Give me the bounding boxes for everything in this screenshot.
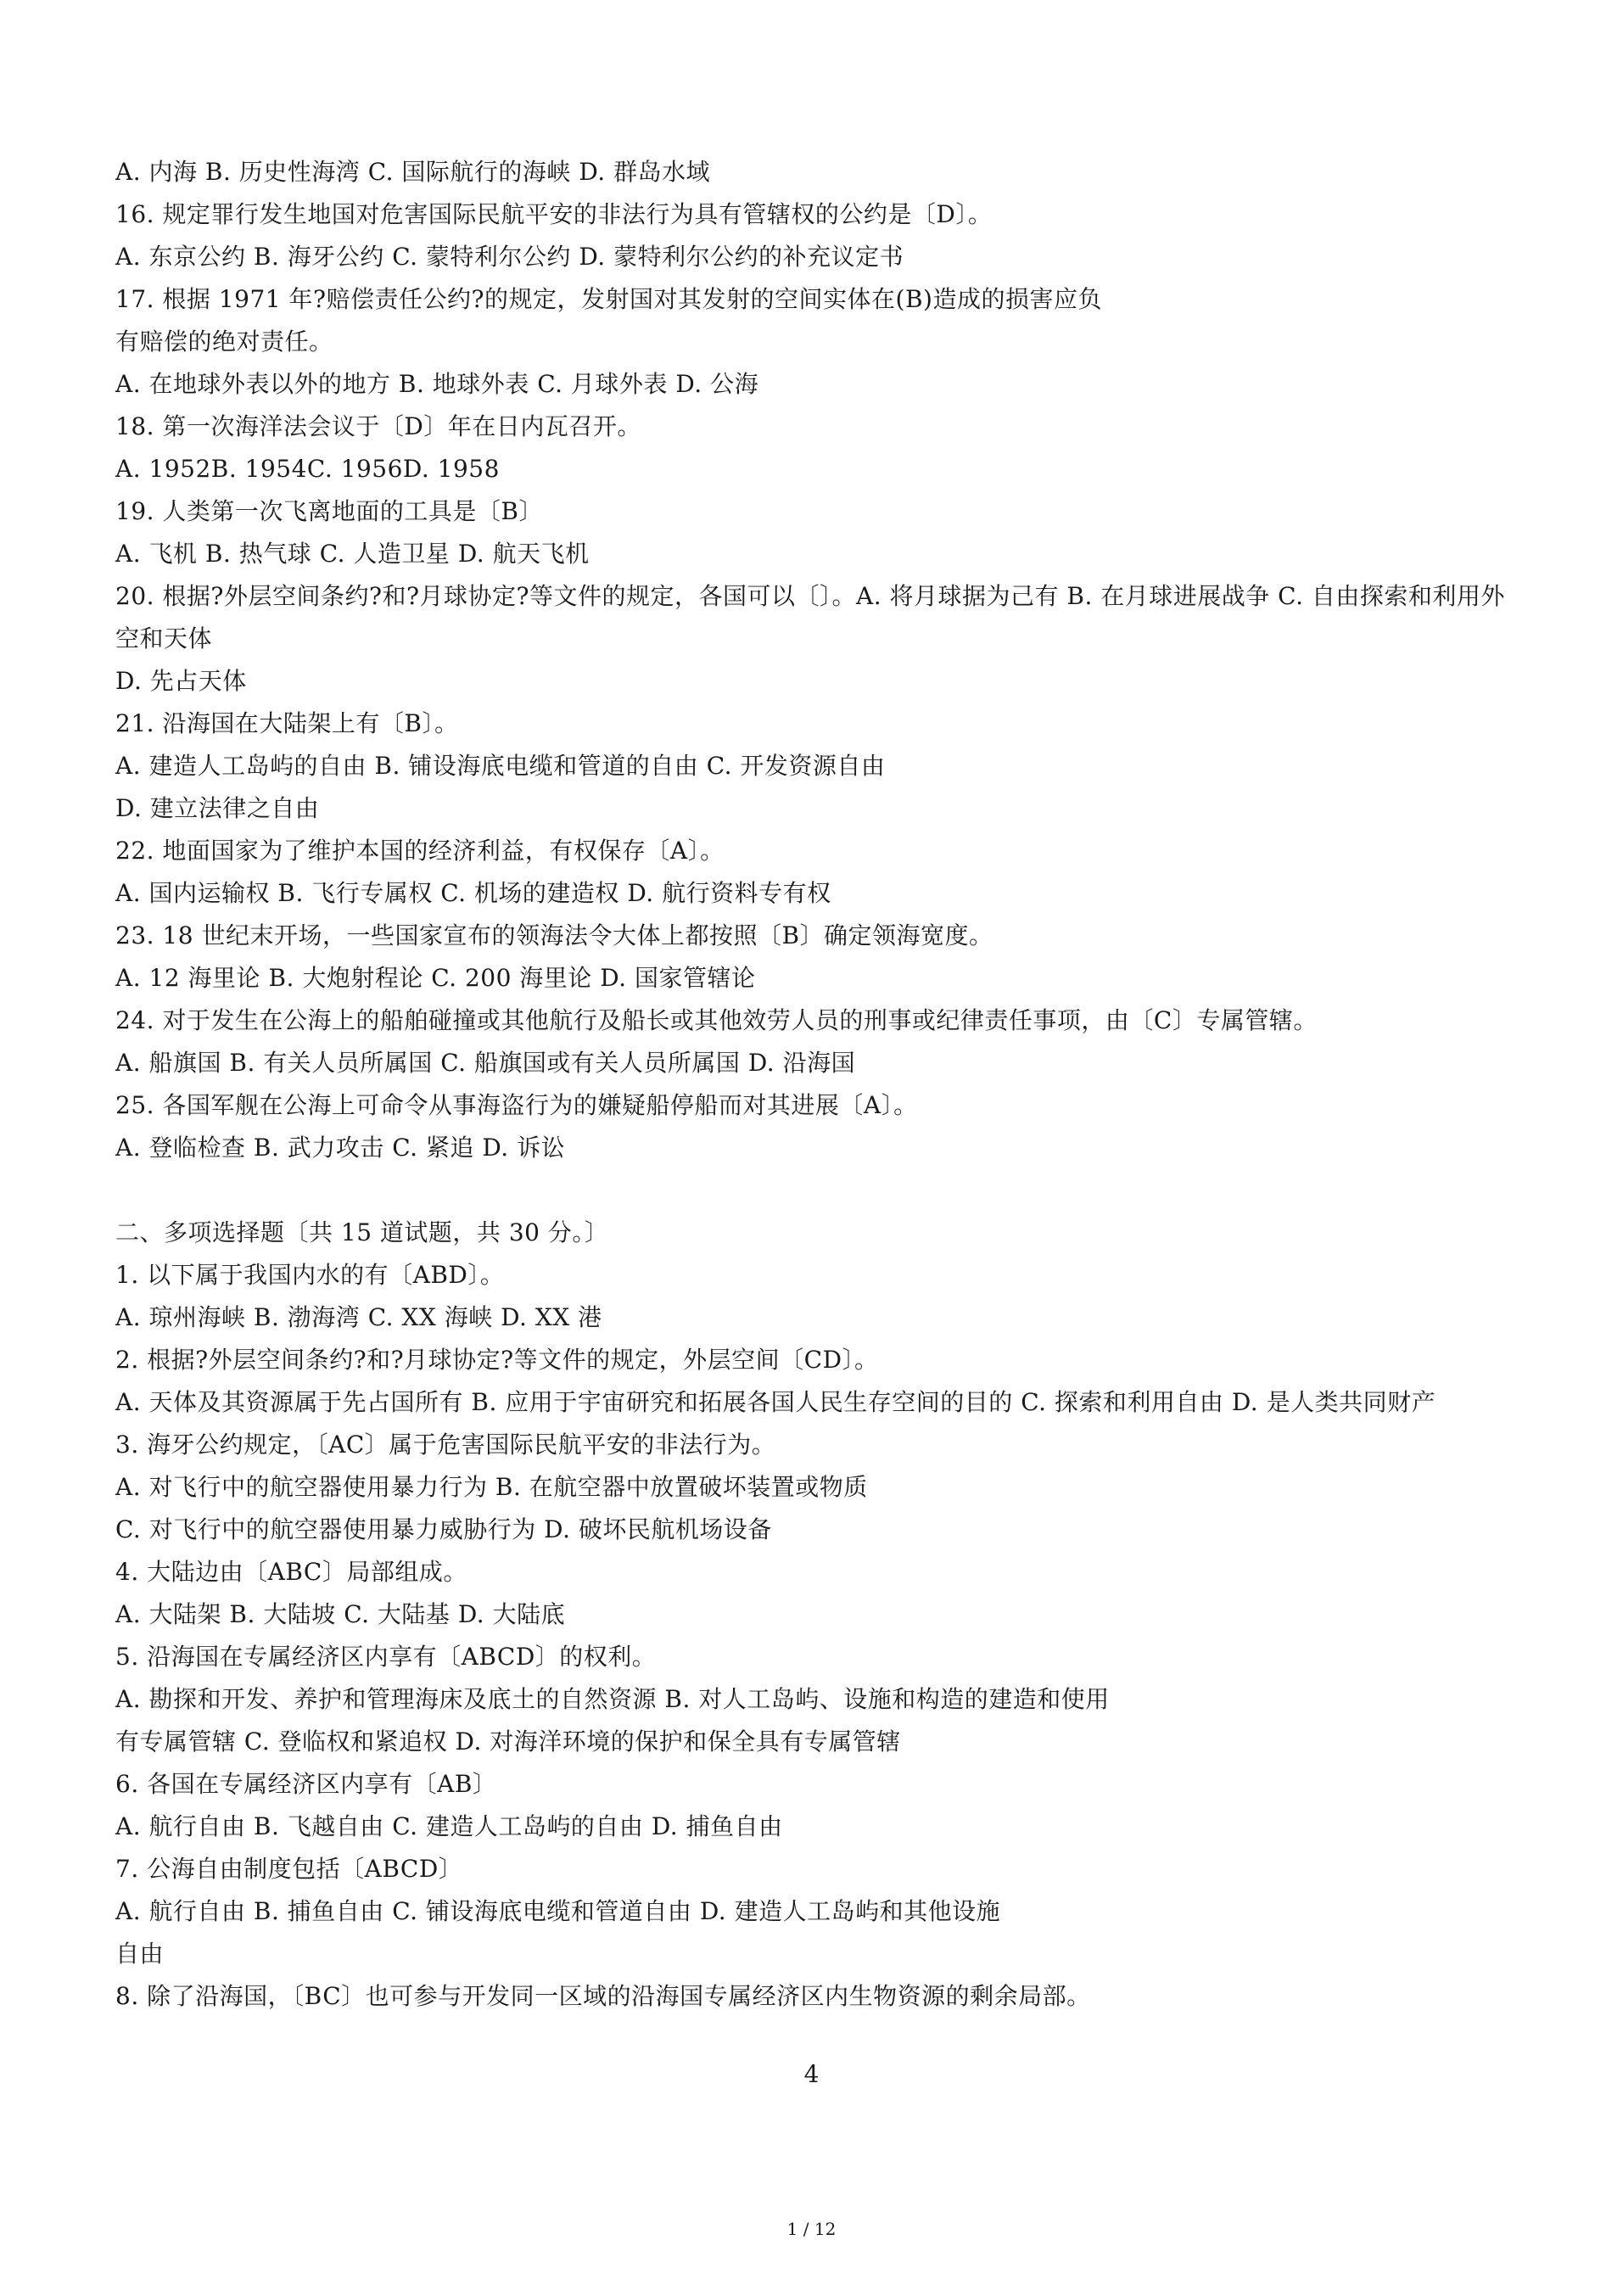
text-line: 4. 大陆边由〔ABC〕局部组成。: [115, 1558, 467, 1586]
text-line: A. 勘探和开发、养护和管理海床及底土的自然资源 B. 对人工岛屿、设施和构造的建造和使用: [115, 1685, 1110, 1713]
text-line: 6. 各国在专属经济区内享有〔AB〕: [115, 1770, 497, 1798]
text-line: A. 1952B. 1954C. 1956D. 1958: [115, 455, 500, 483]
text-line: A. 国内运输权 B. 飞行专属权 C. 机场的建造权 D. 航行资料专有权: [115, 879, 831, 907]
text-line: A. 航行自由 B. 飞越自由 C. 建造人工岛屿的自由 D. 捕鱼自由: [115, 1812, 783, 1840]
section-gap: [115, 1169, 1609, 1212]
text-line: 21. 沿海国在大陆架上有〔B〕。: [115, 709, 459, 737]
page-number: 4: [803, 2060, 820, 2088]
text-line: D. 建立法律之自由: [115, 794, 320, 822]
text-line: 16. 规定罪行发生地国对危害国际民航平安的非法行为具有管辖权的公约是〔D〕。: [115, 200, 993, 228]
text-line: A. 东京公约 B. 海牙公约 C. 蒙特利尔公约 D. 蒙特利尔公约的补充议定书: [115, 243, 904, 271]
multiple-choice-section: [115, 1212, 1609, 2018]
text-line: 20. 根据?外层空间条约?和?月球协定?等文件的规定，各国可以〔〕。A. 将月球据为己有 B. 在月球进展战争 C. 自由探索和利用外: [115, 582, 1505, 610]
text-line: A. 12 海里论 B. 大炮射程论 C. 200 海里论 D. 国家管辖论: [115, 964, 756, 992]
text-line: A. 天体及其资源属于先占国所有 B. 应用于宇宙研究和拓展各国人民生存空间的目的 C. 探索和利用自由 D. 是人类共同财产: [115, 1388, 1436, 1416]
single-choice-continued: [115, 151, 1609, 1169]
text-line: A. 对飞行中的航空器使用暴力行为 B. 在航空器中放置破坏装置或物质: [115, 1473, 868, 1501]
text-line: 有赔偿的绝对责任。: [115, 328, 333, 356]
text-line: 有专属管辖 C. 登临权和紧追权 D. 对海洋环境的保护和保全具有专属管辖: [115, 1728, 901, 1756]
text-line: A. 飞机 B. 热气球 C. 人造卫星 D. 航天飞机: [115, 540, 590, 568]
text-line: 17. 根据 1971 年?赔偿责任公约?的规定，发射国对其发射的空间实体在(B)造成的损害应负: [115, 285, 1102, 313]
text-line: A. 大陆架 B. 大陆坡 C. 大陆基 D. 大陆底: [115, 1600, 566, 1628]
text-line: A. 航行自由 B. 捕鱼自由 C. 铺设海底电缆和管道自由 D. 建造人工岛屿和其他设施: [115, 1897, 1001, 1925]
text-line: 5. 沿海国在专属经济区内享有〔ABCD〕的权利。: [115, 1643, 657, 1671]
text-line: 23. 18 世纪末开场，一些国家宣布的领海法令大体上都按照〔B〕确定领海宽度。: [115, 921, 993, 949]
text-line: 1. 以下属于我国内水的有〔ABD〕。: [115, 1261, 505, 1289]
text-line: 8. 除了沿海国，〔BC〕也可参与开发同一区域的沿海国专属经济区内生物资源的剩余局部。: [115, 1982, 1091, 2010]
text-line: 19. 人类第一次飞离地面的工具是〔B〕: [115, 497, 544, 525]
document-content: [115, 151, 1609, 2018]
text-line: 24. 对于发生在公海上的船舶碰撞或其他航行及船长或其他效劳人员的刑事或纪律责任事项，由〔C〕专属管辖。: [115, 1006, 1318, 1034]
text-line: 25. 各国军舰在公海上可命令从事海盗行为的嫌疑船停船而对其进展〔A〕。: [115, 1091, 918, 1119]
text-line: A. 登临检查 B. 武力攻击 C. 紧追 D. 诉讼: [115, 1134, 566, 1162]
text-line: 空和天体: [115, 624, 213, 652]
text-line: 22. 地面国家为了维护本国的经济利益，有权保存〔A〕。: [115, 837, 725, 865]
text-line: A. 内海 B. 历史性海湾 C. 国际航行的海峡 D. 群岛水域: [115, 158, 711, 186]
text-line: A. 琼州海峡 B. 渤海湾 C. XX 海峡 D. XX 港: [115, 1303, 602, 1331]
page-counter: 1 / 12: [786, 2219, 837, 2239]
text-line: C. 对飞行中的航空器使用暴力威胁行为 D. 破坏民航机场设备: [115, 1515, 772, 1543]
text-line: A. 建造人工岛屿的自由 B. 铺设海底电缆和管道的自由 C. 开发资源自由: [115, 752, 886, 780]
text-line: 3. 海牙公约规定，〔AC〕属于危害国际民航平安的非法行为。: [115, 1431, 776, 1459]
text-line: 自由: [115, 1940, 165, 1968]
text-line: 7. 公海自由制度包括〔ABCD〕: [115, 1855, 463, 1883]
text-line: A. 船旗国 B. 有关人员所属国 C. 船旗国或有关人员所属国 D. 沿海国: [115, 1049, 856, 1077]
text-line: A. 在地球外表以外的地方 B. 地球外表 C. 月球外表 D. 公海: [115, 370, 759, 398]
text-line: 2. 根据?外层空间条约?和?月球协定?等文件的规定，外层空间〔CD〕。: [115, 1346, 879, 1374]
text-line: D. 先占天体: [115, 667, 247, 695]
text-line: 二、多项选择题〔共 15 道试题，共 30 分。〕: [115, 1218, 609, 1246]
text-line: 18. 第一次海洋法会议于〔D〕年在日内瓦召开。: [115, 412, 641, 440]
